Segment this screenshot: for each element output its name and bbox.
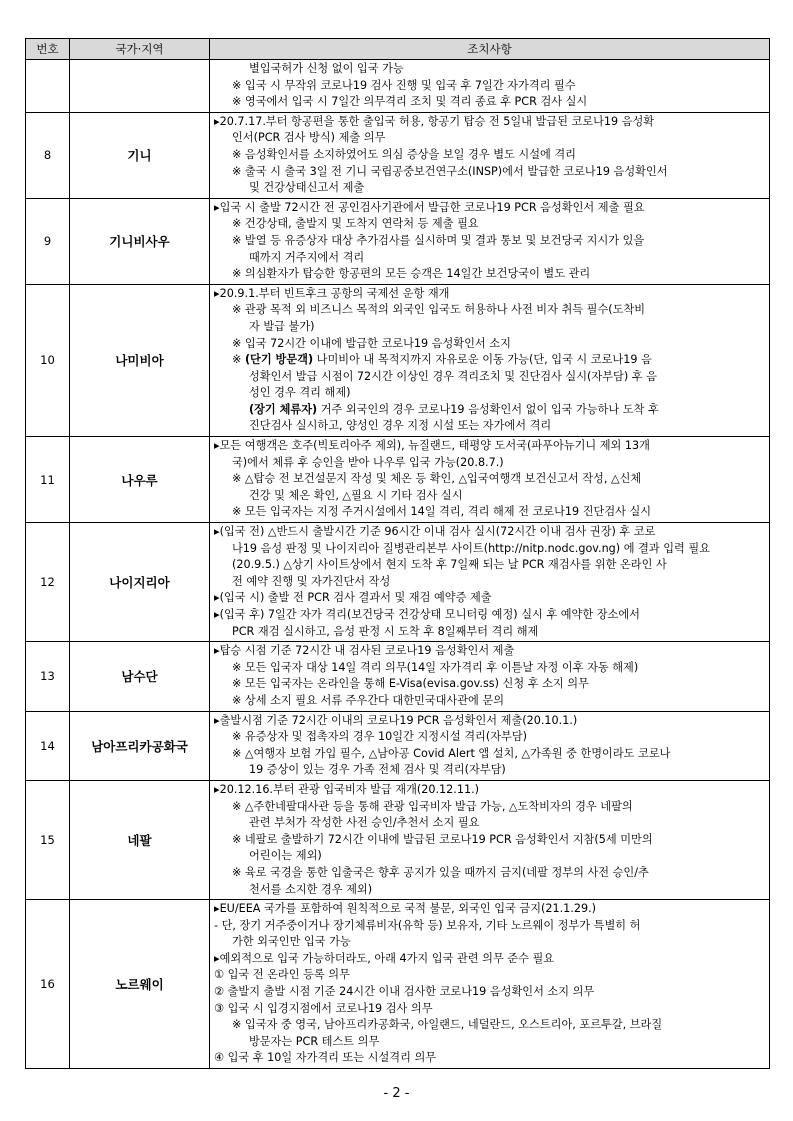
table-header-row <box>26 39 770 60</box>
measure-line: ▸20.12.16.부터 관광 입국비자 발급 재개(20.12.11.) <box>214 782 480 796</box>
row-number: 12 <box>26 523 70 642</box>
measure-line: ※ 입국 72시간 이내에 발급한 코로나19 음성확인서 소지 <box>232 336 511 350</box>
measure-line: ※ △탑승 전 보건설문지 작성 및 체온 등 확인, △입국여행객 보건신고서 작성, △신체 <box>232 472 642 486</box>
table-body <box>26 60 770 1069</box>
measure-line: ※ 영국에서 입국 시 7일간 의무격리 조치 및 격리 종료 후 PCR 검사 실시 <box>232 95 588 109</box>
measure-line: 건강 및 체온 확인, △필요 시 기타 검사 실시 <box>249 488 463 502</box>
measure-line: ▸(입국 전) △반드시 출발시간 기준 96시간 이내 검사 실시(72시간 이내 검사 권장) 후 코로 <box>214 525 656 539</box>
measure-line: 어린이는 제외) <box>249 849 322 863</box>
measure-line: ▸모든 여행객은 호주(빅토리아주 제외), 뉴질랜드, 태평양 도서국(파푸아뉴기니 제외 13개 <box>214 439 650 453</box>
measure-line: (20.9.5.) △상기 사이트상에서 현지 도착 후 7일째 되는 날 PCR 재검사를 위한 온라인 사 <box>232 558 667 572</box>
measure-line: 가한 외국인만 입국 가능 <box>232 935 351 949</box>
country-name: 남수단 <box>70 642 210 711</box>
measures-cell <box>210 642 770 711</box>
measure-line: 관련 부처가 작성한 사전 승인/추천서 소지 필요 <box>249 816 480 830</box>
measure-line: ▸20.7.17.부터 항공편을 통한 출입국 허용, 항공기 탑승 전 5일내 발급된 코로나19 음성확 <box>214 114 655 128</box>
measure-line: ▸(입국 후) 7일간 자가 격리(보건당국 건강상태 모니터링 예정) 실시 후 예약한 장소에서 <box>214 608 640 621</box>
table-row <box>26 900 770 1069</box>
table-row <box>26 284 770 436</box>
measure-line: ※ 모든 입국자는 온라인을 통해 E-Visa(evisa.gov.ss) 신청 후 소지 의무 <box>232 677 589 691</box>
measure-line: ※ 네팔로 출발하기 72시간 이내에 발급된 코로나19 PCR 음성확인서 지참(5세 미만의 <box>232 832 653 846</box>
country-name: 남아프리카공화국 <box>70 711 210 780</box>
measure-line: 때까지 거주지에서 격리 <box>249 250 365 264</box>
measure-text: 나미비아 내 목적지까지 자유로운 이동 가능(단, 입국 시 코로나19 음 <box>313 353 652 367</box>
measure-line: ▸예외적으로 입국 가능하더라도, 아래 4가지 입국 관련 의무 준수 필요 <box>214 951 555 965</box>
measure-line: 및 건강상태신고서 제출 <box>249 181 365 195</box>
measure-line: 별입국허가 신청 없이 입국 가능 <box>249 62 404 75</box>
measure-bold-label: (장기 체류자) <box>249 402 318 416</box>
measure-line: - 단, 장기 거주중이거나 장기체류비자(유학 등) 보유자, 기타 노르웨이 정부가 특별히 허 <box>214 918 641 932</box>
page-number: - 2 - <box>383 1086 410 1101</box>
row-number: 9 <box>26 198 70 284</box>
measure-line: ※ 모든 입국자 대상 14일 격리 의무(14일 자가격리 후 이튿날 자정 이후 자동 해제) <box>232 660 639 674</box>
table-row <box>26 780 770 899</box>
row-number: 8 <box>26 112 70 198</box>
measure-line: ③ 입국 시 입경지점에서 코로나19 검사 의무 <box>214 1001 433 1015</box>
measure-line: 전 예약 진행 및 자가진단서 작성 <box>232 574 391 588</box>
measure-line: ① 입국 전 온라인 등록 의무 <box>214 968 350 982</box>
country-name: 나우루 <box>70 437 210 523</box>
row-number: 10 <box>26 284 70 436</box>
measures-cell <box>210 523 770 642</box>
measure-line: ※ 발열 등 유증상자 대상 추가검사를 실시하며 및 결과 통보 및 보건당국 지시가 있을 <box>232 233 645 247</box>
measures-cell <box>210 780 770 899</box>
measures-cell <box>210 60 770 113</box>
measure-line: ▸출발시점 기준 72시간 이내의 코로나19 PCR 음성확인서 제출(20.10.1.) <box>214 713 578 727</box>
measure-line: ※ △주한네팔대사관 등을 통해 관광 입국비자 발급 가능, △도착비자의 경우 네팔의 <box>232 799 633 813</box>
row-number: 15 <box>26 780 70 899</box>
country-name: 나미비아 <box>70 284 210 436</box>
measure-line: ※ 건강상태, 출발지 및 도착지 연락처 등 제출 필요 <box>232 217 479 231</box>
measures-cell <box>210 284 770 436</box>
measure-line: 국)에서 체류 후 승인을 받아 나우루 입국 가능(20.8.7.) <box>232 455 504 469</box>
table-row <box>26 112 770 198</box>
measure-line: ※ 육로 국경을 통한 입출국은 향후 공지가 있을 때까지 금지(네팔 정부의 사전 승인/추 <box>232 865 649 879</box>
row-number: 13 <box>26 642 70 711</box>
measure-line <box>214 402 763 419</box>
measure-line: 인서(PCR 검사 방식) 제출 의무 <box>232 131 386 145</box>
measures-cell <box>210 711 770 780</box>
measure-line: ※ 유증상자 및 접촉자의 경우 10일간 지정시설 격리(자부담) <box>232 730 527 744</box>
measure-line: 19 증상이 있는 경우 가족 전체 검사 및 격리(자부담) <box>249 763 506 777</box>
measures-table <box>25 38 770 1069</box>
measure-line: 성확인서 발급 시점이 72시간 이상인 경우 격리조치 및 진단검사 실시(자부담) 후 음 <box>249 369 657 383</box>
measure-line: ※ △여행자 보험 가입 필수, △남아공 Covid Alert 앱 설치, △가족원 중 한명이라도 코로나 <box>232 746 671 760</box>
measures-cell <box>210 198 770 284</box>
row-number <box>26 60 70 113</box>
country-name <box>70 60 210 113</box>
header-country: 국가·지역 <box>70 39 210 60</box>
table-row <box>26 642 770 711</box>
country-name: 기니비사우 <box>70 198 210 284</box>
measure-line: ※ 관광 목적 외 비즈니스 목적의 외국인 입국도 허용하나 사전 비자 취득 필수(도착비 <box>232 303 646 317</box>
row-number: 11 <box>26 437 70 523</box>
row-number: 16 <box>26 900 70 1069</box>
measure-line: 방문자는 PCR 테스트 의무 <box>249 1034 380 1048</box>
measure-line: ※ 상세 소지 필요 서류 주우간다 대한민국대사관에 문의 <box>232 693 505 707</box>
header-number: 번호 <box>26 39 70 60</box>
measure-line: ▸20.9.1.부터 빈트후크 공항의 국제선 운항 재개 <box>214 286 450 300</box>
measure-line: ▸탑승 시점 기준 72시간 내 검사된 코로나19 음성확인서 제출 <box>214 644 515 658</box>
measure-line: ② 출발지 출발 시점 기준 24시간 이내 검사한 코로나19 음성확인서 소지 의무 <box>214 985 595 999</box>
measure-line: ▸(입국 시) 출발 전 PCR 검사 결과서 및 재검 예약증 제출 <box>214 591 492 605</box>
measure-prefix: ※ <box>232 353 245 367</box>
measures-cell <box>210 112 770 198</box>
country-name: 기니 <box>70 112 210 198</box>
row-number: 14 <box>26 711 70 780</box>
measure-line: ※ 입국자 중 영국, 남아프리카공화국, 아일랜드, 네덜란드, 오스트리아, 포르투갈, 브라질 <box>232 1018 663 1032</box>
measures-cell <box>210 437 770 523</box>
header-measures: 조치사항 <box>210 39 770 60</box>
measure-line: ※ 의심환자가 탑승한 항공편의 모든 승객은 14일간 보건당국이 별도 관리 <box>232 267 591 281</box>
measure-line: ※ 음성확인서를 소지하였어도 의심 증상을 보일 경우 별도 시설에 격리 <box>232 147 576 161</box>
table-row <box>26 60 770 113</box>
table-row <box>26 523 770 642</box>
measure-line <box>214 352 763 369</box>
measure-line: ▸입국 시 출발 72시간 전 공인검사기관에서 발급한 코로나19 PCR 음성확인서 제출 필요 <box>214 200 645 214</box>
table-row <box>26 711 770 780</box>
measure-line: ④ 입국 후 10일 자가격리 또는 시설격리 의무 <box>214 1051 437 1065</box>
measure-line: 자 발급 불가) <box>249 319 315 333</box>
measure-line: PCR 재검 실시하고, 음성 판정 시 도착 후 8일째부터 격리 해제 <box>232 624 539 638</box>
measure-line: 나19 음성 판정 및 나이지리아 질병관리본부 사이트(http://nitp.nodc.gov.ng) 에 결과 입력 필요 <box>232 541 711 555</box>
measure-line: ※ 출국 시 출국 3일 전 기니 국립공중보건연구소(INSP)에서 발급한 코로나19 음성확인서 <box>232 164 668 178</box>
country-name: 나이지리아 <box>70 523 210 642</box>
measure-line: ▸EU/EEA 국가를 포함하여 원칙적으로 국적 불문, 외국인 입국 금지(21.1.29.) <box>214 902 596 916</box>
country-name: 네팔 <box>70 780 210 899</box>
measure-line: 성인 경우 격리 해제) <box>249 386 351 400</box>
table-row <box>26 198 770 284</box>
measure-text: 거주 외국인의 경우 코로나19 음성확인서 없이 입국 가능하나 도착 후 <box>317 402 659 416</box>
measures-cell <box>210 900 770 1069</box>
measure-line: ※ 모든 입국자는 지정 주거시설에서 14일 격리, 격리 해제 전 코로나19 진단검사 실시 <box>232 505 652 519</box>
measure-bold-label: (단기 방문객) <box>244 353 314 367</box>
measure-line: 천서를 소지한 경우 제외) <box>249 882 373 896</box>
measure-line: 진단검사 실시하고, 양성인 경우 지정 시설 또는 자가에서 격리 <box>249 419 552 433</box>
measure-line: ※ 입국 시 무작위 코로나19 검사 진행 및 입국 후 7일간 자가격리 필수 <box>232 78 576 92</box>
table-row <box>26 437 770 523</box>
country-name: 노르웨이 <box>70 900 210 1069</box>
